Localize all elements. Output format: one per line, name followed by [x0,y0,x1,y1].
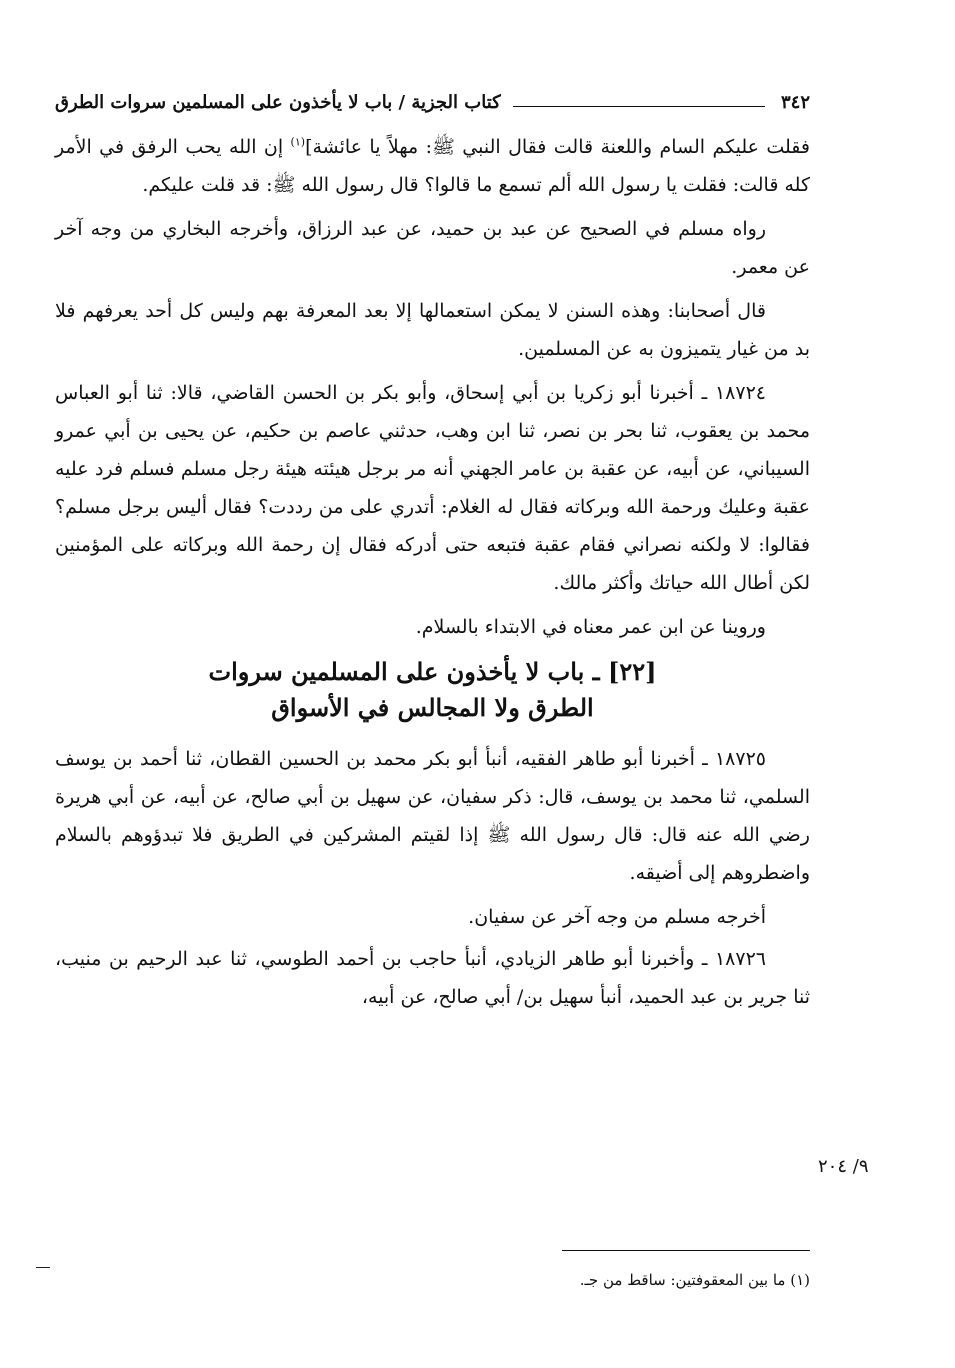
paragraph-3: قال أصحابنا: وهذه السنن لا يمكن استعمالها إلا بعد المعرفة بهم وليس كل أحد يعرفهم فلا بد من غيار يتميزون به عن المسلمين. [55,300,810,360]
margin-mark [36,1267,50,1268]
hadith-18725: ١٨٧٢٥ ـ أخبرنا أبو طاهر الفقيه، أنبأ أبو بكر محمد بن الحسين القطان، ثنا أحمد بن يوسف السلمي، ثنا محمد بن يوسف، قال: ذكر سفيان، عن سهيل بن أبي صالح، عن أبيه، عن أبي هريرة رضي الله عنه قال: قال رسول الله ﷺ إذا لقيتم المشركين في الطريق فلا تبدؤوهم بالسلام واضطروهم إلى أضيقه. [55,748,810,884]
footnote-reference: (١) [290,135,306,149]
page-body [55,80,810,1022]
footnote: (١) ما بين المعقوفتين: ساقط من جـ. [579,1271,810,1289]
hadith-18726: ١٨٧٢٦ ـ وأخبرنا أبو طاهر الزيادي، أنبأ حاجب بن أحمد الطوسي، ثنا عبد الرحيم بن منيب، ثنا جرير بن عبد الحميد، أنبأ سهيل بن/ أبي صالح، عن أبيه، [55,948,810,1008]
page-number: ٣٤٢ [780,91,810,113]
footnote-separator [562,1250,810,1251]
hadith-18724: ١٨٧٢٤ ـ أخبرنا أبو زكريا بن أبي إسحاق، وأبو بكر بن الحسن القاضي، قالا: ثنا أبو العباس محمد بن يعقوب، ثنا بحر بن نصر، ثنا ابن وهب، حدثني عاصم بن حكيم، عن يحيى بن أبي عمرو السيباني، عن أبيه، عن عقبة بن عامر الجهني أنه مر برجل هيئته هيئة رجل مسلم فسلم فرد عليه عقبة وعليك ورحمة الله وبركاته فقال له الغلام: أتدري على من رددت؟ فقال أليس برجل مسلم؟ فقالوا: لا ولكنه نصراني فقام عقبة فتبعه حتى أدركه فقال إن رحمة الله وبركاته على المؤمنين لكن أطال الله حياتك وأكثر مالك. [55,382,810,594]
paragraph-1 [55,128,810,204]
paragraph-1-text: فقلت عليكم السام واللعنة قالت فقال النبي ﷺ: مهلاً يا عائشة] [305,136,810,158]
running-header [55,80,810,124]
chapter-heading [55,654,810,726]
chapter-heading-line-2: الطرق ولا المجالس في الأسواق [271,693,594,722]
header-rule [513,106,765,107]
paragraph-1-continuation: إن الله يحب الرفق في الأمر كله قالت: فقلت يا رسول الله ألم تسمع ما قالوا؟ قال رسول الله ﷺ: قد قلت عليكم. [55,136,810,196]
paragraph-5: وروينا عن ابن عمر معناه في الابتداء بالسلام. [415,616,766,638]
running-title: كتاب الجزية / باب لا يأخذون على المسلمين سروات الطرق [55,91,501,113]
paragraph-2: رواه مسلم في الصحيح عن عبد بن حميد، عن عبد الرزاق، وأخرجه البخاري من وجه آخر عن معمر. [55,218,810,278]
margin-manuscript-reference: ٩/ ٢٠٤ [818,1156,869,1177]
paragraph-7: أخرجه مسلم من وجه آخر عن سفيان. [468,906,766,928]
chapter-heading-line-1: [٢٢] ـ باب لا يأخذون على المسلمين سروات [208,657,657,686]
